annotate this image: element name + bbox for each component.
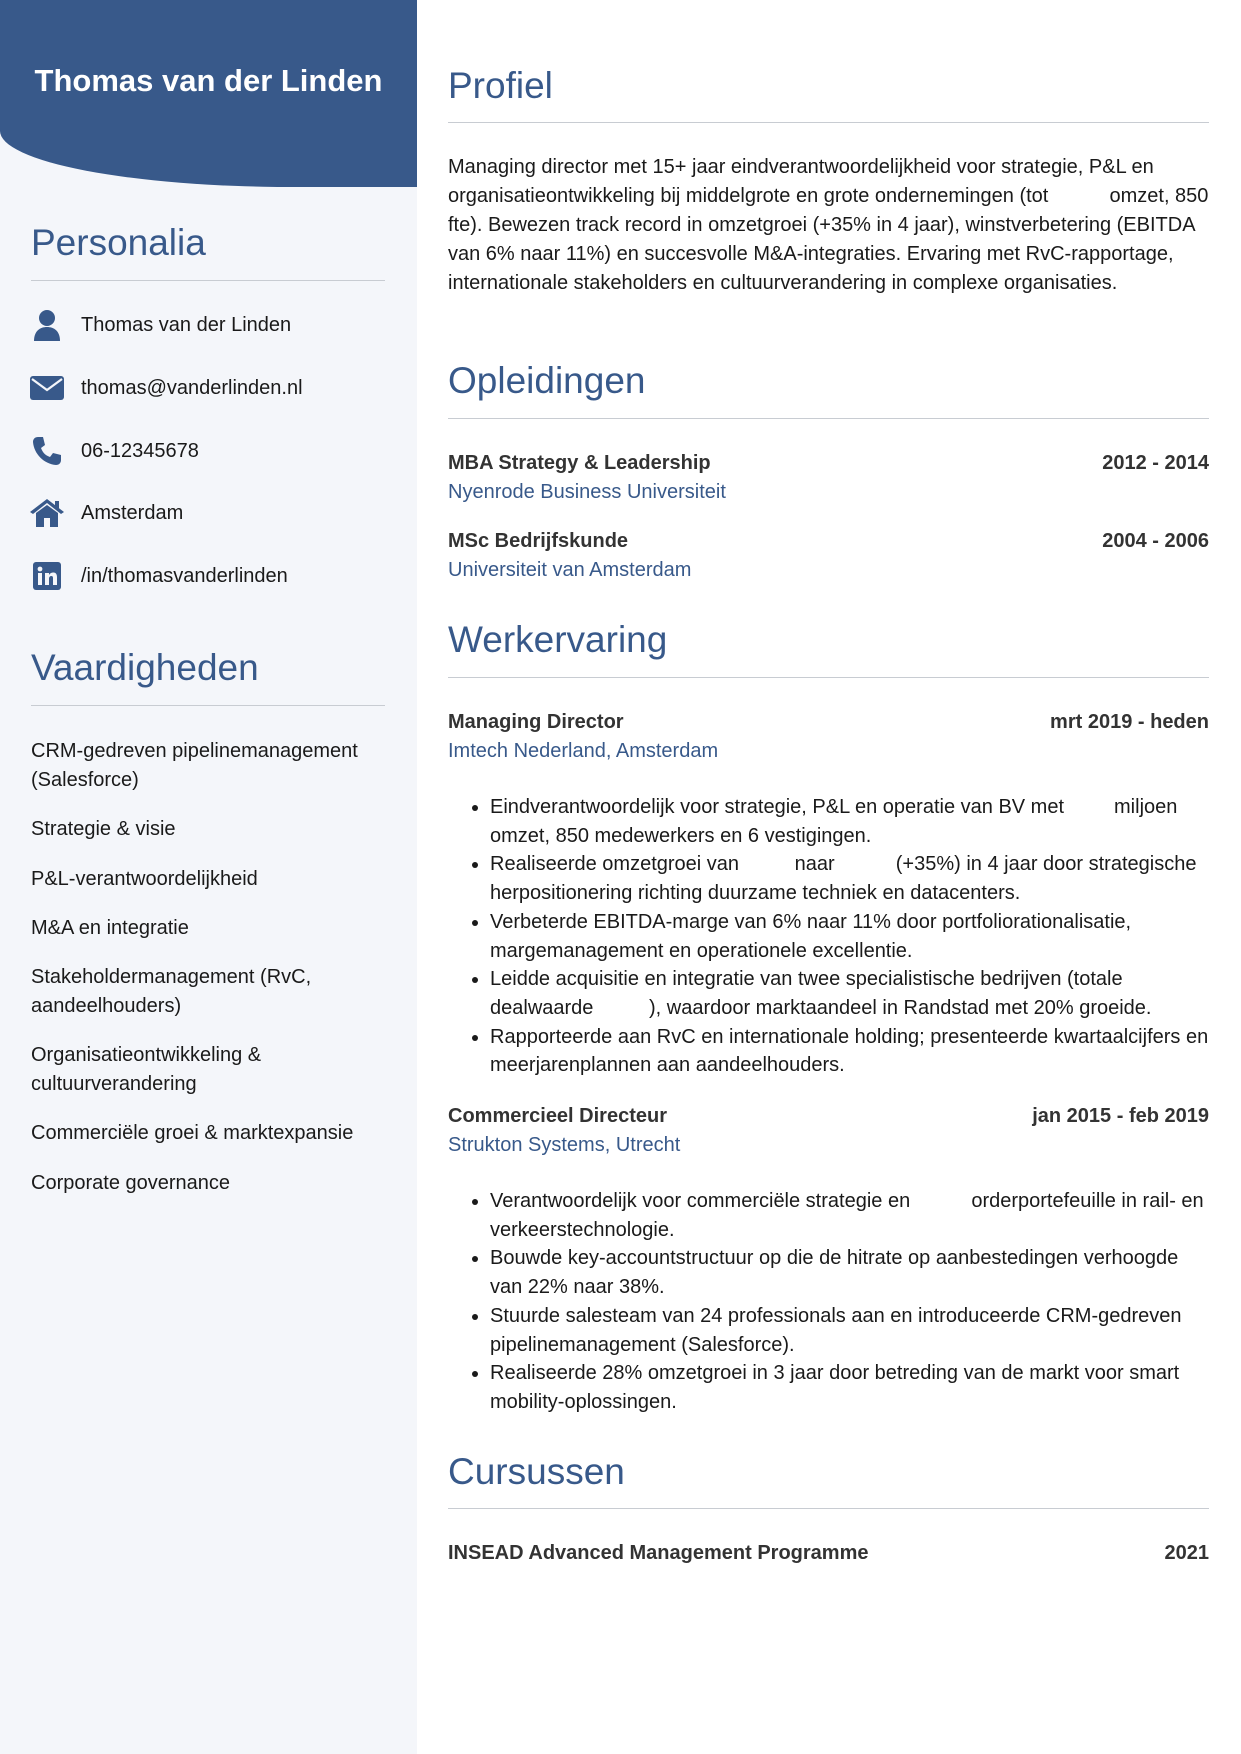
degree: MBA Strategy & Leadership [448, 452, 711, 474]
divider [448, 1508, 1209, 1509]
course-year: 2021 [1164, 1542, 1209, 1564]
skill-item: CRM-gedreven pipelinemanagement (Salesforce) [31, 740, 358, 791]
candidate-name: Thomas van der Linden [34, 63, 383, 98]
contact-location [29, 498, 183, 528]
profile-heading: Profiel [448, 65, 553, 106]
education-heading: Opleidingen [448, 360, 646, 401]
job-bullets [448, 1187, 1209, 1417]
work-heading: Werkervaring [448, 619, 668, 660]
job-bullets [448, 793, 1209, 1080]
home-icon [29, 498, 65, 528]
education-item [448, 530, 1209, 553]
courses-heading: Cursussen [448, 1451, 625, 1492]
skill-item: Corporate governance [31, 1172, 231, 1194]
contact-phone-text[interactable]: 06-12345678 [81, 439, 199, 462]
profile-text: Managing director met 15+ jaar eindverantwoordelijkheid voor strategie, P&L en organisatieontwikkeling bij middelgrote en grote ondernemingen (tot omzet, 850 fte). Bewezen track record in omzetgroei (+35% in 4 jaar), winstverbetering (EBITDA van 6% naar 11%) en succesvolle M&A-integraties. Ervaring met RvC-rapportage, internationale stakeholders en cultuurverandering in complexe organisaties. [448, 156, 1214, 294]
list-item: • Rapporteerde aan RvC en internationale holding; presenteerde kwartaalcijfers en meerjarenplannen aan aandeelhouders. [490, 1023, 1209, 1080]
phone-icon [29, 436, 65, 466]
years: 2004 - 2006 [1102, 530, 1209, 552]
personalia-heading: Personalia [31, 222, 206, 263]
skill-item: Stakeholdermanagement (RvC, aandeelhouders) [31, 966, 312, 1017]
skills-heading: Vaardigheden [31, 647, 259, 688]
degree: MSc Bedrijfskunde [448, 530, 629, 552]
school: Universiteit van Amsterdam [448, 559, 692, 581]
divider [448, 122, 1209, 123]
list-item: • Eindverantwoordelijk voor strategie, P&L en operatie van BV met miljoen omzet, 850 medewerkers en 6 vestigingen. [490, 793, 1209, 850]
divider [31, 280, 385, 281]
contact-linkedin[interactable] [29, 561, 288, 591]
list-item: • Leidde acquisitie en integratie van twee specialistische bedrijven (totale dealwaarde ), waardoor marktaandeel in Randstad met 20% groeide. [490, 965, 1209, 1022]
skill-item: M&A en integratie [31, 917, 189, 939]
job-header [448, 1105, 1209, 1128]
contact-email[interactable] [29, 373, 303, 403]
list-item: • Stuurde salesteam van 24 professionals aan en introduceerde CRM-gedreven pipelinemanagement (Salesforce). [490, 1302, 1209, 1359]
skill-item: P&L-verantwoordelijkheid [31, 868, 258, 890]
years: 2012 - 2014 [1102, 452, 1209, 474]
person-icon [29, 310, 65, 340]
skill-item: Strategie & visie [31, 818, 176, 840]
divider [448, 418, 1209, 419]
contact-name [29, 310, 291, 340]
job-role: Commercieel Directeur [448, 1105, 667, 1127]
list-item: • Verantwoordelijk voor commerciële strategie en orderportefeuille in rail- en verkeerstechnologie. [490, 1187, 1209, 1244]
job-company: Imtech Nederland, Amsterdam [448, 740, 719, 762]
contact-linkedin-text[interactable]: /in/thomasvanderlinden [81, 564, 288, 587]
education-item [448, 452, 1209, 475]
linkedin-icon [29, 561, 65, 591]
contact-email-text[interactable]: thomas@vanderlinden.nl [81, 376, 303, 399]
job-role: Managing Director [448, 711, 624, 733]
school: Nyenrode Business Universiteit [448, 481, 726, 503]
skill-item: Organisatieontwikkeling & cultuurverandering [31, 1044, 262, 1095]
list-item: • Realiseerde omzetgroei van naar (+35%) in 4 jaar door strategische herpositionering richting duurzame techniek en datacenters. [490, 850, 1209, 907]
contact-phone[interactable] [29, 436, 199, 466]
divider [448, 677, 1209, 678]
skill-item: Commerciële groei & marktexpansie [31, 1122, 354, 1144]
contact-name-text: Thomas van der Linden [81, 313, 292, 336]
course-item [448, 1542, 1209, 1565]
list-item: • Realiseerde 28% omzetgroei in 3 jaar door betreding van de markt voor smart mobility-oplossingen. [490, 1359, 1209, 1416]
divider [31, 705, 385, 706]
course-name: INSEAD Advanced Management Programme [448, 1542, 869, 1564]
job-company: Strukton Systems, Utrecht [448, 1134, 681, 1156]
list-item: • Verbeterde EBITDA-marge van 6% naar 11% door portfoliorationalisatie, margemanagement en operationele excellentie. [490, 908, 1209, 965]
job-period: jan 2015 - feb 2019 [1032, 1105, 1209, 1127]
contact-location-text: Amsterdam [81, 501, 184, 524]
envelope-icon [29, 373, 65, 403]
job-header [448, 711, 1209, 734]
job-period: mrt 2019 - heden [1050, 711, 1209, 733]
list-item: • Bouwde key-accountstructuur op die de hitrate op aanbestedingen verhoogde van 22% naar 38%. [490, 1244, 1209, 1301]
